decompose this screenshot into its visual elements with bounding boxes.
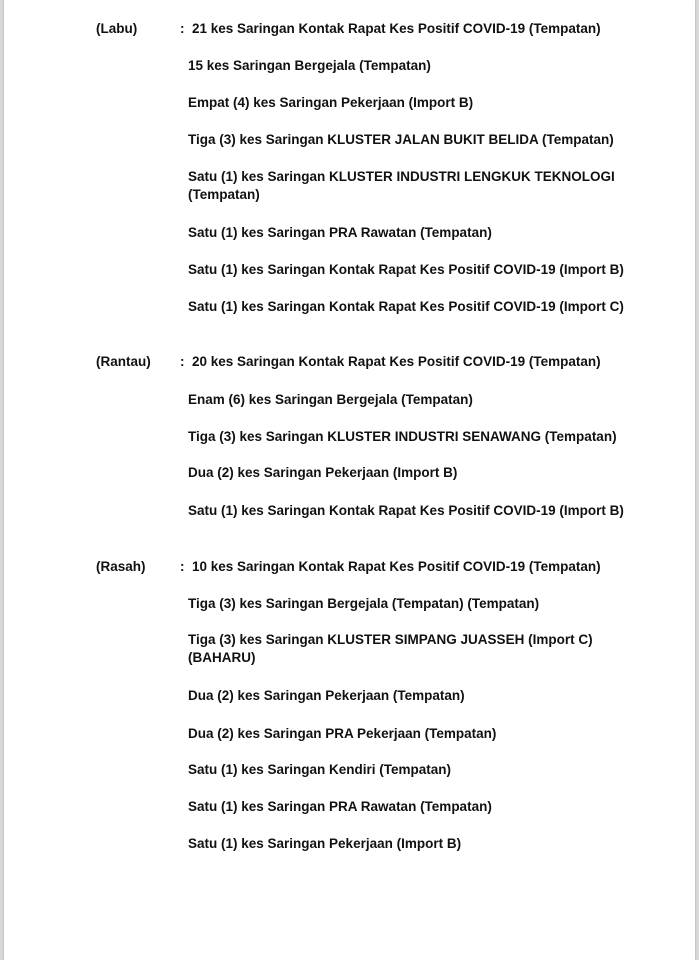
case-line: Satu (1) kes Saringan Pekerjaan (Import B) xyxy=(188,836,462,851)
document-page xyxy=(4,0,695,960)
case-line: Satu (1) kes Saringan Kontak Rapat Kes Positif COVID-19 (Import B) xyxy=(188,503,624,518)
district-label: (Rasah) xyxy=(96,559,146,574)
colon-separator: : xyxy=(180,354,185,369)
case-line: Empat (4) kes Saringan Pekerjaan (Import B) xyxy=(188,95,474,110)
case-line: Dua (2) kes Saringan PRA Pekerjaan (Tempatan) xyxy=(188,726,497,741)
case-line: Satu (1) kes Saringan Kontak Rapat Kes Positif COVID-19 (Import B) xyxy=(188,262,624,277)
case-line: Dua (2) kes Saringan Pekerjaan (Tempatan) xyxy=(188,688,465,703)
case-line: Tiga (3) kes Saringan KLUSTER JALAN BUKIT BELIDA (Tempatan) xyxy=(188,132,614,147)
case-line: Tiga (3) kes Saringan Bergejala (Tempatan) (Tempatan) xyxy=(188,596,540,611)
case-line: Satu (1) kes Saringan KLUSTER INDUSTRI LENGKUK TEKNOLOGI (Tempatan) xyxy=(188,169,615,202)
colon-separator: : xyxy=(180,559,185,574)
case-line: 21 kes Saringan Kontak Rapat Kes Positif COVID-19 (Tempatan) xyxy=(192,21,601,36)
case-line: Dua (2) kes Saringan Pekerjaan (Import B) xyxy=(188,465,458,480)
case-line: 20 kes Saringan Kontak Rapat Kes Positif COVID-19 (Tempatan) xyxy=(192,354,601,369)
district-label: (Labu) xyxy=(96,21,138,36)
case-line: Satu (1) kes Saringan Kontak Rapat Kes Positif COVID-19 (Import C) xyxy=(188,299,624,314)
case-line: Satu (1) kes Saringan PRA Rawatan (Tempatan) xyxy=(188,225,492,240)
case-line: Satu (1) kes Saringan PRA Rawatan (Tempatan) xyxy=(188,799,492,814)
case-line: 15 kes Saringan Bergejala (Tempatan) xyxy=(188,58,431,73)
colon-separator: : xyxy=(180,21,185,36)
case-line: Satu (1) kes Saringan Kendiri (Tempatan) xyxy=(188,762,452,777)
district-label: (Rantau) xyxy=(96,354,151,369)
case-line: Enam (6) kes Saringan Bergejala (Tempatan) xyxy=(188,392,473,407)
case-line: Tiga (3) kes Saringan KLUSTER SIMPANG JUASSEH (Import C) (BAHARU) xyxy=(188,632,593,665)
case-line: Tiga (3) kes Saringan KLUSTER INDUSTRI SENAWANG (Tempatan) xyxy=(188,429,617,444)
case-line: 10 kes Saringan Kontak Rapat Kes Positif COVID-19 (Tempatan) xyxy=(192,559,601,574)
